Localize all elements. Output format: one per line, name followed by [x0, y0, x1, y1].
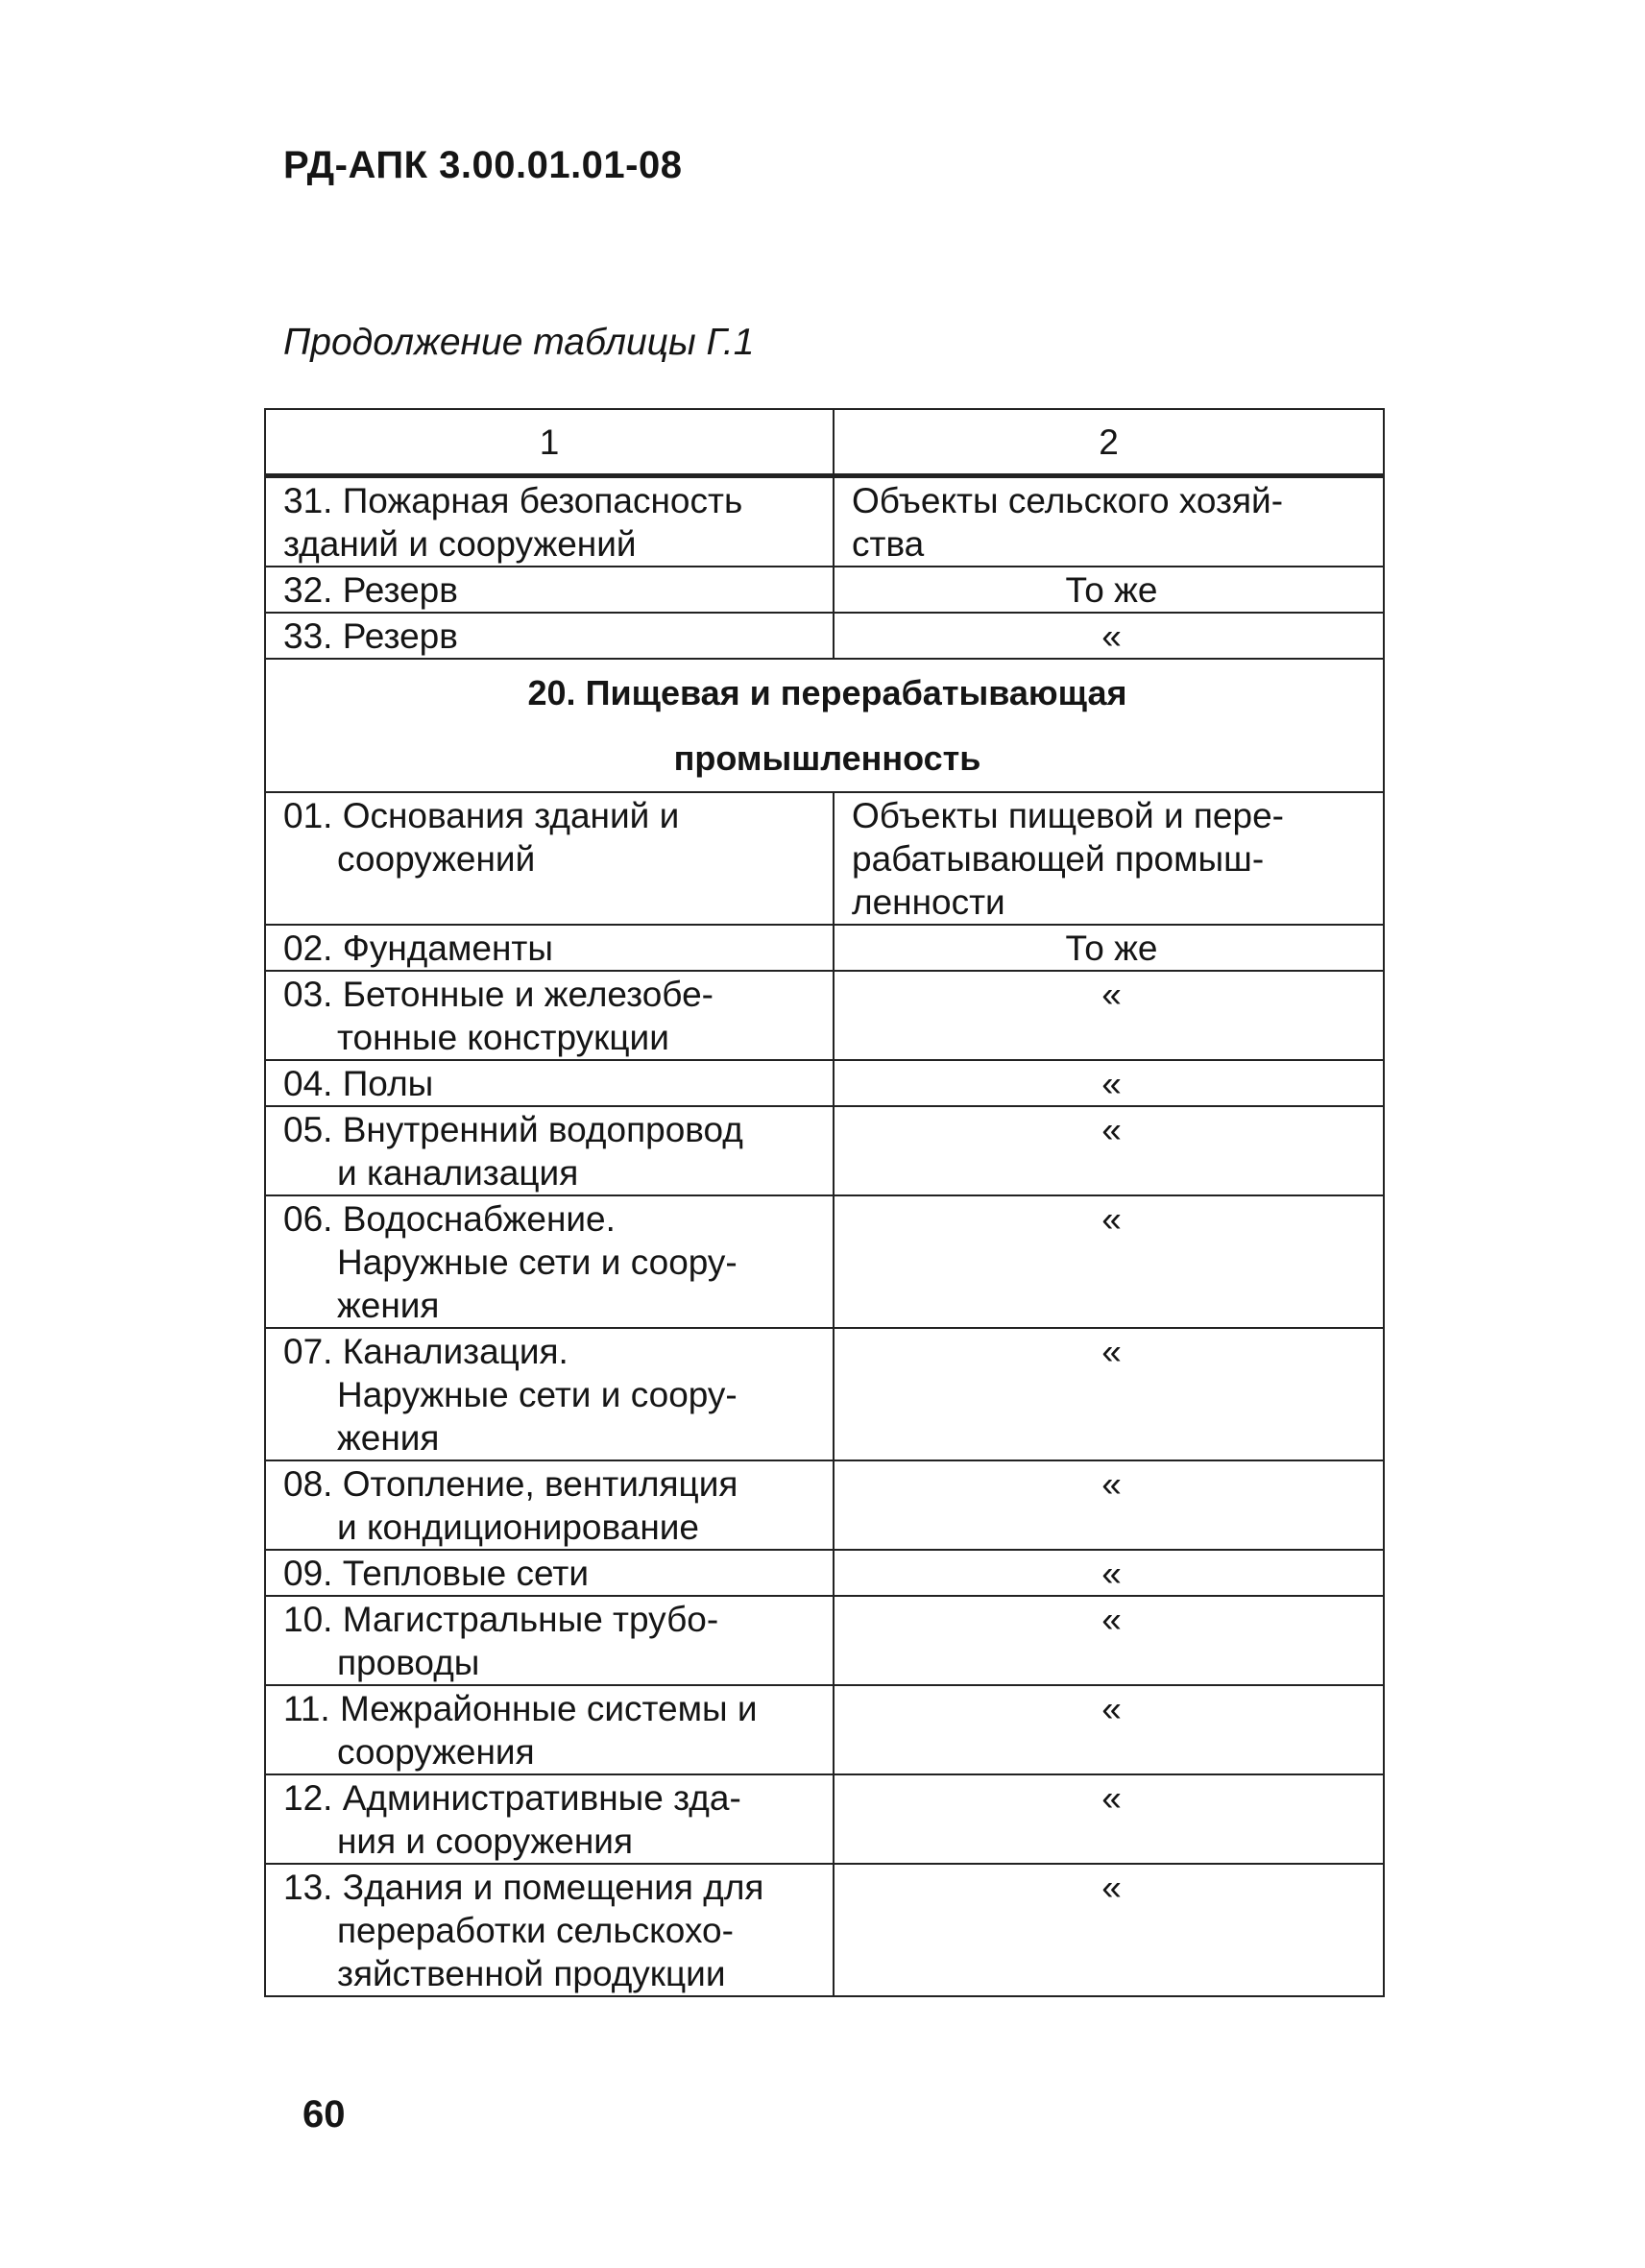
- row-name-line: 08. Отопление, вентиляция: [283, 1464, 738, 1504]
- row-name-line: и канализация: [337, 1153, 579, 1193]
- row-name-cell: [265, 476, 834, 567]
- row-name-line: зяйственной продукции: [337, 1954, 726, 1993]
- table-header-row: [265, 409, 1384, 476]
- row-scope-cell: «: [834, 1774, 1384, 1864]
- row-scope-cell: То же: [834, 567, 1384, 613]
- row-scope-line: Объекты пищевой и пере-: [852, 796, 1284, 835]
- section-heading-line: промышленность: [673, 738, 981, 778]
- row-name-cell: 02. Фундаменты: [265, 925, 834, 971]
- column-header-1: 1: [265, 409, 834, 476]
- table-row: [265, 925, 1384, 971]
- row-name-cell: [265, 1460, 834, 1550]
- row-name-cell: 09. Тепловые сети: [265, 1550, 834, 1596]
- row-name-line: и кондиционирование: [337, 1508, 700, 1547]
- row-name-line: Наружные сети и соору-: [337, 1243, 738, 1282]
- row-scope-line: ленности: [852, 882, 1005, 922]
- table-row: [265, 792, 1384, 925]
- row-scope-cell: «: [834, 1106, 1384, 1195]
- row-name-line: 13. Здания и помещения для: [283, 1868, 764, 1907]
- row-name-line: жения: [337, 1286, 440, 1325]
- row-name-line: 01. Основания зданий и: [283, 796, 680, 835]
- row-name-cell: [265, 1774, 834, 1864]
- row-name-line: 05. Внутренний водопровод: [283, 1110, 743, 1149]
- row-name-cell: 32. Резерв: [265, 567, 834, 613]
- row-name-line: 10. Магистральные трубо-: [283, 1600, 719, 1639]
- row-scope-line: рабатывающей промыш-: [852, 839, 1265, 879]
- row-name-line: 11. Межрайонные системы и: [283, 1689, 758, 1728]
- table-row: [265, 613, 1384, 659]
- row-name-line: Наружные сети и соору-: [337, 1375, 738, 1414]
- row-scope-cell: «: [834, 1060, 1384, 1106]
- row-name-line: 03. Бетонные и железобе-: [283, 975, 714, 1014]
- row-name-cell: [265, 1328, 834, 1460]
- row-scope-cell: «: [834, 1596, 1384, 1685]
- page-number: 60: [302, 2093, 346, 2135]
- row-name-line: сооружения: [337, 1732, 535, 1772]
- row-scope-cell: «: [834, 971, 1384, 1060]
- table-row: [265, 1774, 1384, 1864]
- row-name-cell: 33. Резерв: [265, 613, 834, 659]
- row-name-line: зданий и сооружений: [283, 524, 637, 564]
- row-name-cell: 04. Полы: [265, 1060, 834, 1106]
- row-name-line: 12. Административные зда-: [283, 1778, 741, 1818]
- row-scope-cell: «: [834, 1460, 1384, 1550]
- row-name-cell: [265, 1195, 834, 1328]
- row-scope-cell: «: [834, 1328, 1384, 1460]
- row-name-cell: [265, 1864, 834, 1996]
- section-heading: [265, 659, 1384, 792]
- table-row: [265, 1328, 1384, 1460]
- row-name-line: ния и сооружения: [337, 1822, 633, 1861]
- table-row: [265, 1685, 1384, 1774]
- row-name-line: 06. Водоснабжение.: [283, 1199, 616, 1239]
- column-header-2: 2: [834, 409, 1384, 476]
- table-row: [265, 1596, 1384, 1685]
- row-scope-line: ства: [852, 524, 925, 564]
- section-heading-line: 20. Пищевая и перерабатывающая: [527, 673, 1127, 712]
- row-scope-cell: [834, 792, 1384, 925]
- row-name-line: 31. Пожарная безопасность: [283, 481, 743, 520]
- classification-table: [264, 408, 1385, 1997]
- row-name-line: сооружений: [337, 839, 536, 879]
- row-scope-line: Объекты сельского хозяй-: [852, 481, 1284, 520]
- table-row: [265, 1060, 1384, 1106]
- row-name-cell: [265, 1106, 834, 1195]
- section-row: [265, 659, 1384, 792]
- row-name-line: тонные конструкции: [337, 1018, 669, 1057]
- table-row: [265, 1864, 1384, 1996]
- row-name-line: жения: [337, 1418, 440, 1458]
- table-row: [265, 971, 1384, 1060]
- table-row: [265, 1195, 1384, 1328]
- row-name-line: переработки сельскохо-: [337, 1911, 734, 1950]
- row-scope-cell: [834, 476, 1384, 567]
- row-name-cell: [265, 1685, 834, 1774]
- table-row: [265, 1106, 1384, 1195]
- row-scope-cell: «: [834, 1195, 1384, 1328]
- row-name-cell: [265, 792, 834, 925]
- table-row: [265, 1550, 1384, 1596]
- row-scope-cell: То же: [834, 925, 1384, 971]
- table-row: [265, 1460, 1384, 1550]
- table-row: [265, 567, 1384, 613]
- row-scope-cell: «: [834, 1550, 1384, 1596]
- row-scope-cell: «: [834, 1685, 1384, 1774]
- row-name-cell: [265, 971, 834, 1060]
- row-name-cell: [265, 1596, 834, 1685]
- row-name-line: проводы: [337, 1643, 480, 1682]
- table-caption: Продолжение таблицы Г.1: [283, 322, 755, 363]
- row-name-line: 07. Канализация.: [283, 1332, 568, 1371]
- row-scope-cell: «: [834, 1864, 1384, 1996]
- row-scope-cell: «: [834, 613, 1384, 659]
- table-row: [265, 476, 1384, 567]
- document-code: РД-АПК 3.00.01.01-08: [283, 144, 683, 186]
